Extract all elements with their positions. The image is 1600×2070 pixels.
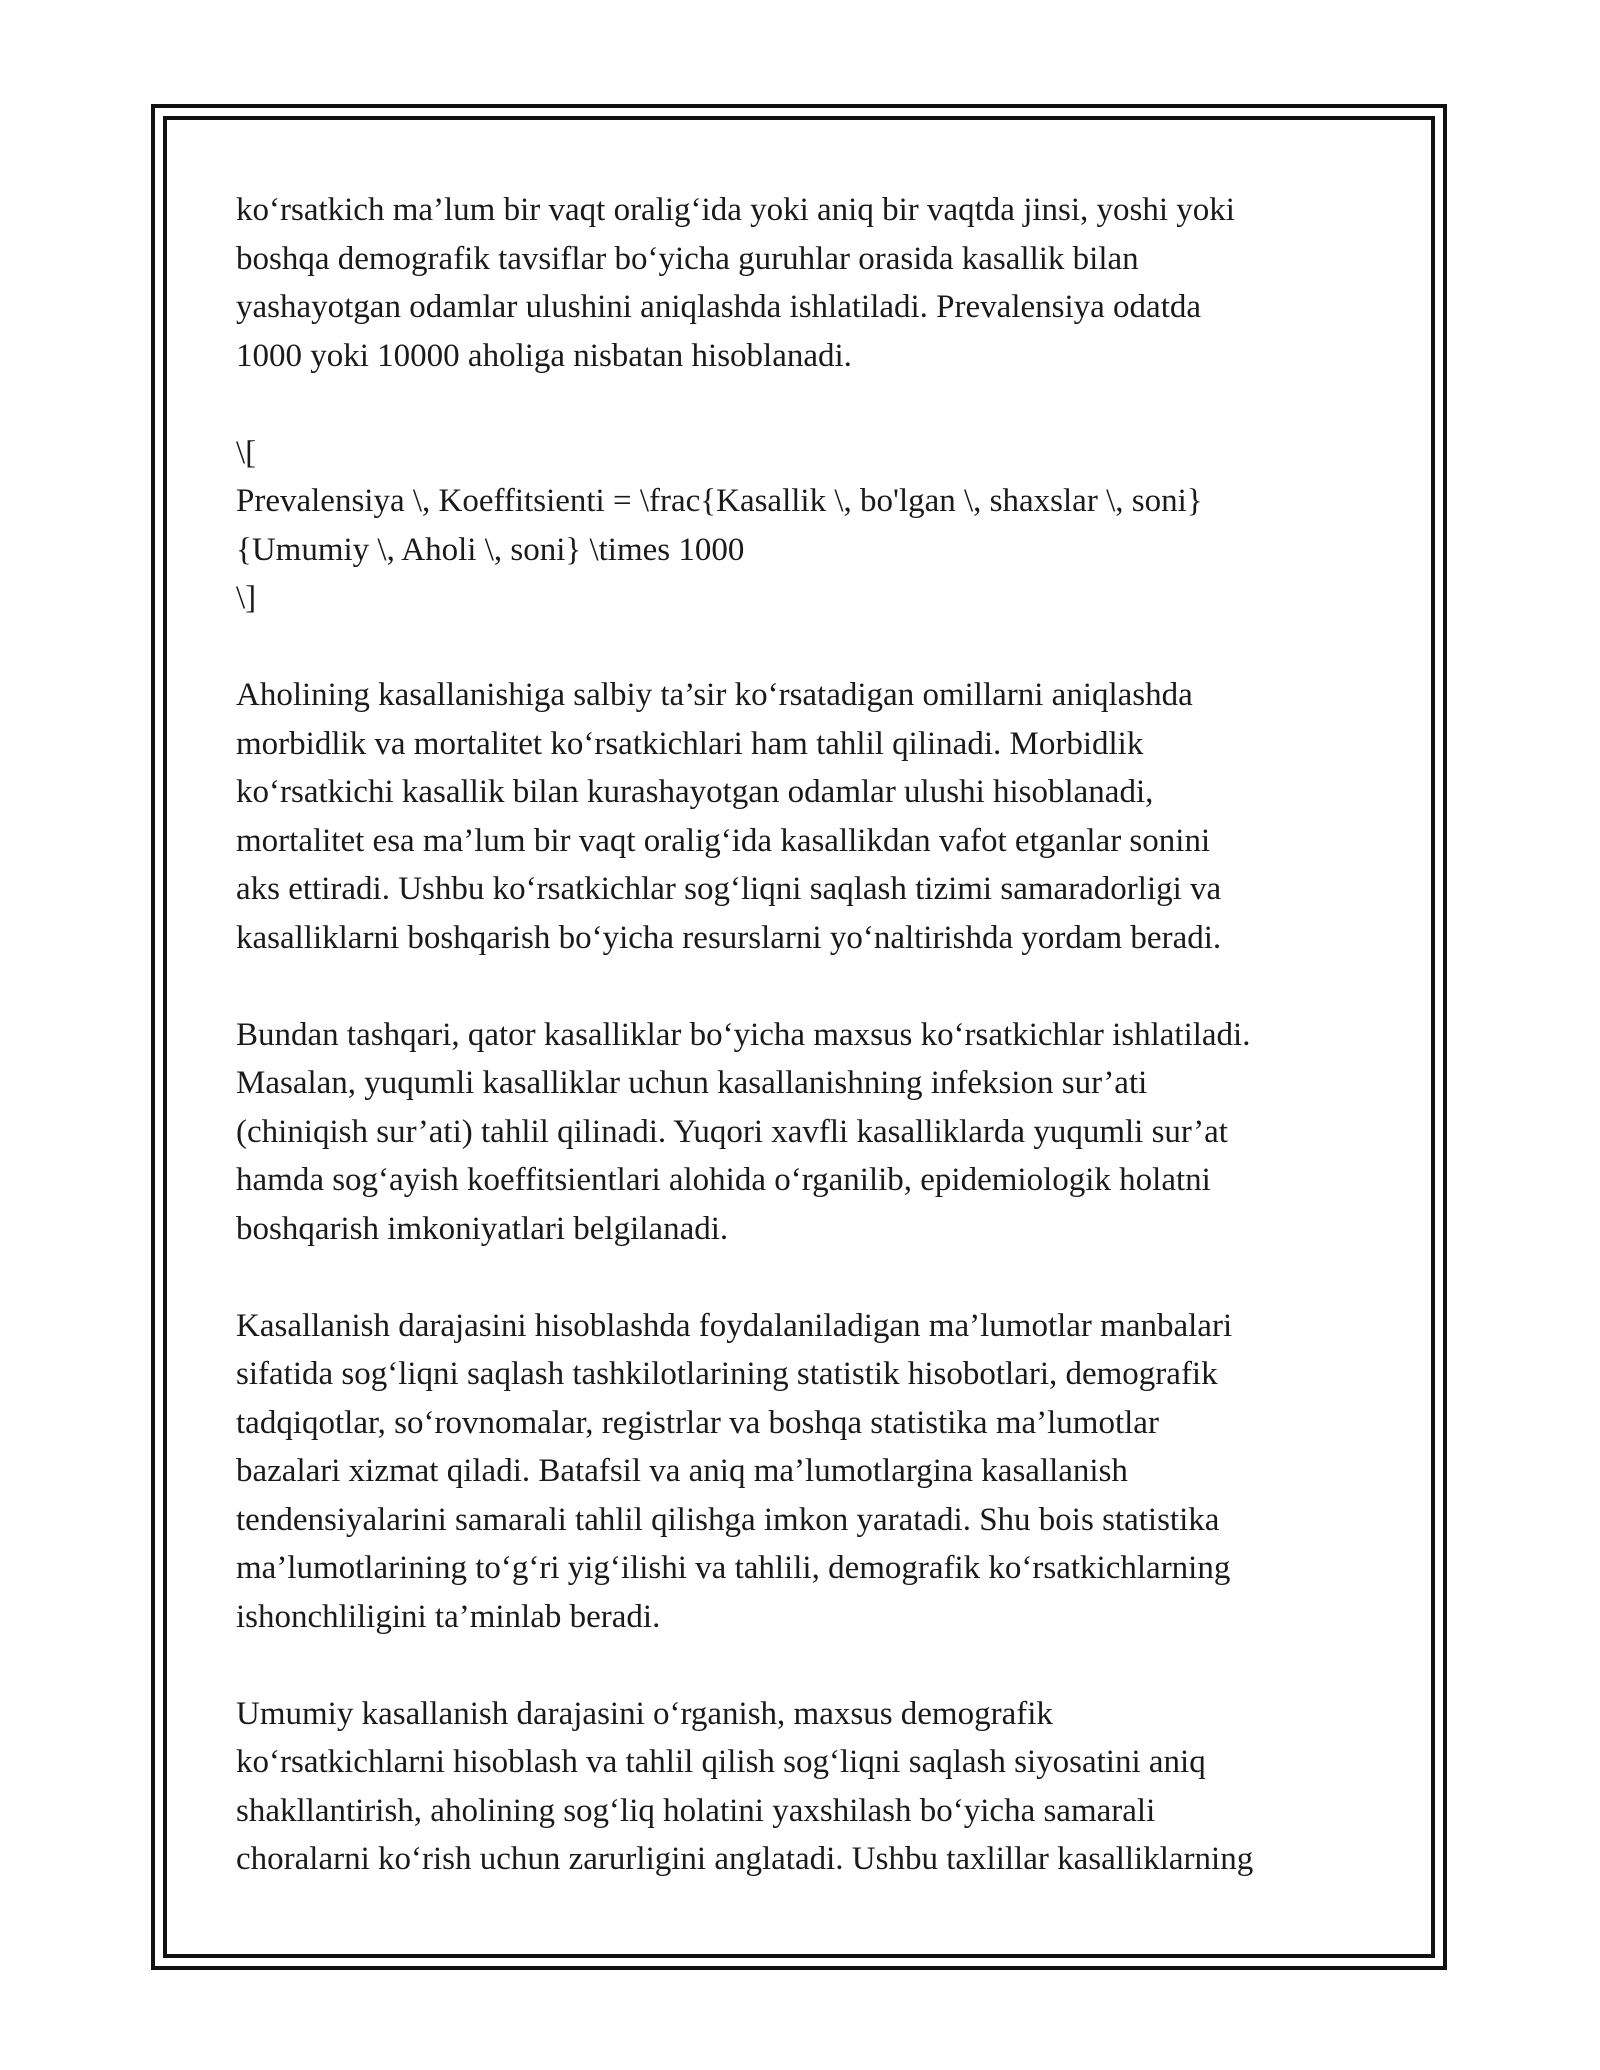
text-line: boshqa demografik tavsiflar bo‘yicha guruhlar orasida kasallik bilan — [236, 240, 1139, 277]
text-line: boshqarish imkoniyatlari belgilanadi. — [236, 1210, 729, 1247]
text-line: Aholining kasallanishiga salbiy ta’sir ko‘rsatadigan omillarni aniqlashda — [236, 677, 1193, 713]
paragraph-gap — [236, 623, 1376, 672]
text-line: shakllantirish, aholining sog‘liq holatini yaxshilash bo‘yicha samarali — [236, 1792, 1156, 1829]
document-body — [236, 186, 1376, 1884]
text-line: (chiniqish sur’ati) tahlil qilinadi. Yuqori xavfli kasalliklarda yuqumli sur’at — [236, 1113, 1228, 1150]
text-line: morbidlik va mortalitet ko‘rsatkichlari ham tahlil qilinadi. Morbidlik — [236, 725, 1144, 762]
paragraph-gap — [236, 380, 1376, 429]
text-line: kasalliklarni boshqarish bo‘yicha resurslarni yo‘naltirishda yordam beradi. — [236, 919, 1222, 956]
paragraph-data-sources — [236, 1302, 1376, 1642]
text-line: aks ettiradi. Ushbu ko‘rsatkichlar sog‘liqni saqlash tizimi samaradorligi va — [236, 871, 1222, 907]
text-line: 1000 yoki 10000 aholiga nisbatan hisoblanadi. — [236, 337, 852, 374]
text-line: Masalan, yuqumli kasalliklar uchun kasallanishning infeksion sur’ati — [236, 1065, 1148, 1101]
formula-line: Prevalensiya \, Koeffitsienti = \frac{Kasallik \, bo'lgan \, shaxslar \, soni} — [236, 483, 1203, 519]
text-line: mortalitet esa ma’lum bir vaqt oralig‘ida kasallikdan vafot etganlar sonini — [236, 822, 1211, 859]
paragraph-morbidity — [236, 671, 1376, 962]
text-line: Kasallanish darajasini hisoblashda foydalaniladigan ma’lumotlar manbalari — [236, 1307, 1233, 1344]
text-line: ishonchliligini ta’minlab beradi. — [236, 1598, 661, 1635]
text-line: Umumiy kasallanish darajasini o‘rganish, maxsus demografik — [236, 1695, 1053, 1732]
paragraph-gap — [236, 1253, 1376, 1302]
formula-block — [236, 429, 1376, 623]
text-line: hamda sog‘ayish koeffitsientlari alohida o‘rganilib, epidemiologik holatni — [236, 1162, 1211, 1198]
formula-line: \] — [236, 580, 257, 616]
text-line: tadqiqotlar, so‘rovnomalar, registrlar va boshqa statistika ma’lumotlar — [236, 1404, 1159, 1441]
text-line: sifatida sog‘liqni saqlash tashkilotlarining statistik hisobotlari, demografik — [236, 1356, 1218, 1392]
paragraph-conclusion — [236, 1690, 1376, 1884]
text-line: tendensiyalarini samarali tahlil qilishga imkon yaratadi. Shu bois statistika — [236, 1501, 1220, 1538]
paragraph-gap — [236, 962, 1376, 1011]
paragraph-gap — [236, 1641, 1376, 1690]
paragraph-special-indicators — [236, 1011, 1376, 1254]
text-line: choralarni ko‘rish uchun zarurligini anglatadi. Ushbu taxlillar kasalliklarning — [236, 1841, 1254, 1877]
paragraph-prevalence-intro — [236, 186, 1376, 380]
formula-line: {Umumiy \, Aholi \, soni} \times 1000 — [236, 531, 745, 568]
text-line: ko‘rsatkichi kasallik bilan kurashayotgan odamlar ulushi hisoblanadi, — [236, 774, 1154, 810]
text-line: Bundan tashqari, qator kasalliklar bo‘yicha maxsus ko‘rsatkichlar ishlatiladi. — [236, 1016, 1251, 1053]
formula-line: \[ — [236, 434, 257, 471]
text-line: ma’lumotlarining to‘g‘ri yig‘ilishi va tahlili, demografik ko‘rsatkichlarning — [236, 1550, 1231, 1586]
text-line: ko‘rsatkichlarni hisoblash va tahlil qilish sog‘liqni saqlash siyosatini aniq — [236, 1744, 1206, 1780]
text-line: yashayotgan odamlar ulushini aniqlashda ishlatiladi. Prevalensiya odatda — [236, 289, 1202, 325]
text-line: ko‘rsatkich ma’lum bir vaqt oralig‘ida yoki aniq bir vaqtda jinsi, yoshi yoki — [236, 192, 1235, 228]
text-line: bazalari xizmat qiladi. Batafsil va aniq ma’lumotlargina kasallanish — [236, 1453, 1128, 1489]
